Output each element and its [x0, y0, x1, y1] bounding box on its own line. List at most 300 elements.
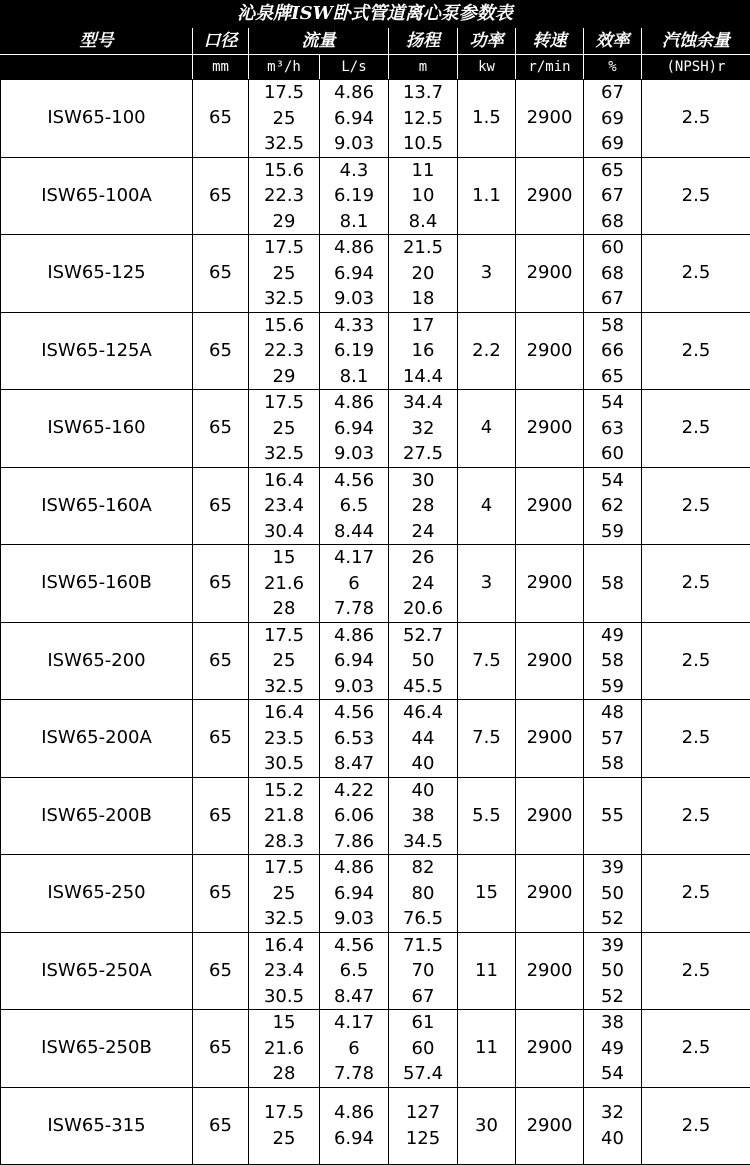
cell-head — [389, 312, 458, 390]
cell-flow-m3h-value: 30.4 — [249, 519, 319, 545]
cell-efficiency-value: 48 — [584, 700, 641, 726]
cell-head-value: 40 — [389, 778, 457, 804]
cell-caliber: 65 — [193, 390, 249, 468]
header-model: 型号 — [1, 29, 193, 55]
cell-npsh: 2.5 — [642, 855, 750, 933]
cell-efficiency-value: 60 — [584, 235, 641, 261]
cell-head — [389, 467, 458, 545]
cell-power: 2.2 — [458, 312, 516, 390]
unit-flow-m3h: m³/h — [249, 55, 320, 80]
cell-npsh: 2.5 — [642, 545, 750, 623]
cell-flow-ls-value: 9.03 — [320, 441, 388, 467]
cell-flow-ls-value: 6.53 — [320, 726, 388, 752]
cell-flow-m3h-value: 17.5 — [249, 235, 319, 261]
cell-caliber: 65 — [193, 157, 249, 235]
cell-power: 5.5 — [458, 777, 516, 855]
cell-power: 11 — [458, 932, 516, 1010]
header-power: 功率 — [458, 29, 516, 55]
cell-head — [389, 157, 458, 235]
cell-head — [389, 80, 458, 158]
table-row — [1, 467, 750, 545]
table-row — [1, 312, 750, 390]
cell-head-value: 21.5 — [389, 235, 457, 261]
cell-efficiency — [584, 777, 642, 855]
cell-efficiency-value: 58 — [584, 571, 641, 597]
cell-speed: 2900 — [516, 545, 584, 623]
cell-flow-m3h-value: 32.5 — [249, 441, 319, 467]
cell-head-value: 82 — [389, 855, 457, 881]
cell-head-value: 8.4 — [389, 209, 457, 235]
cell-head-value: 45.5 — [389, 674, 457, 700]
cell-head-value: 67 — [389, 984, 457, 1010]
table-body — [1, 80, 750, 1165]
cell-flow-m3h-value: 25 — [249, 648, 319, 674]
unit-flow-ls: L/s — [320, 55, 389, 80]
cell-efficiency-value: 59 — [584, 674, 641, 700]
cell-efficiency-value: 67 — [584, 80, 641, 106]
cell-flow-m3h-value: 21.8 — [249, 803, 319, 829]
cell-efficiency-value: 39 — [584, 933, 641, 959]
cell-speed: 2900 — [516, 777, 584, 855]
cell-npsh: 2.5 — [642, 312, 750, 390]
cell-efficiency-value: 63 — [584, 416, 641, 442]
cell-flow-m3h-value: 28 — [249, 1061, 319, 1087]
table-row — [1, 545, 750, 623]
cell-flow-ls-value: 4.86 — [320, 235, 388, 261]
cell-flow-m3h — [249, 932, 320, 1010]
cell-caliber: 65 — [193, 467, 249, 545]
cell-efficiency — [584, 932, 642, 1010]
cell-flow-ls-value: 4.56 — [320, 700, 388, 726]
table-row — [1, 235, 750, 313]
cell-flow-m3h-value: 25 — [249, 416, 319, 442]
cell-head — [389, 235, 458, 313]
cell-head-value: 10 — [389, 183, 457, 209]
cell-efficiency-value: 32 — [584, 1100, 641, 1126]
cell-flow-ls-value: 6.06 — [320, 803, 388, 829]
cell-head-value: 50 — [389, 648, 457, 674]
cell-model: ISW65-160 — [1, 390, 193, 468]
cell-npsh: 2.5 — [642, 390, 750, 468]
cell-caliber: 65 — [193, 777, 249, 855]
cell-flow-ls-value: 6.94 — [320, 416, 388, 442]
header-row — [1, 29, 750, 55]
cell-speed: 2900 — [516, 932, 584, 1010]
cell-model: ISW65-250B — [1, 1010, 193, 1088]
cell-head-value: 24 — [389, 519, 457, 545]
cell-flow-m3h-value: 22.3 — [249, 183, 319, 209]
cell-efficiency-value: 58 — [584, 648, 641, 674]
cell-flow-m3h — [249, 855, 320, 933]
cell-speed: 2900 — [516, 467, 584, 545]
cell-head-value: 125 — [389, 1126, 457, 1152]
cell-caliber: 65 — [193, 80, 249, 158]
cell-head-value: 52.7 — [389, 623, 457, 649]
unit-npsh: (NPSH)r — [642, 55, 750, 80]
cell-head — [389, 390, 458, 468]
cell-caliber: 65 — [193, 1010, 249, 1088]
cell-flow-ls-value: 4.86 — [320, 855, 388, 881]
cell-flow-m3h — [249, 777, 320, 855]
table-row — [1, 777, 750, 855]
header-caliber: 口径 — [193, 29, 249, 55]
cell-flow-ls-value: 6.19 — [320, 183, 388, 209]
cell-efficiency-value: 54 — [584, 390, 641, 416]
cell-flow-ls — [320, 80, 389, 158]
cell-model: ISW65-125A — [1, 312, 193, 390]
cell-flow-m3h-value: 23.5 — [249, 726, 319, 752]
cell-flow-ls-value: 4.56 — [320, 468, 388, 494]
cell-model: ISW65-250 — [1, 855, 193, 933]
cell-efficiency-value: 60 — [584, 441, 641, 467]
cell-efficiency-value: 50 — [584, 958, 641, 984]
table-row — [1, 932, 750, 1010]
cell-flow-ls-value: 4.22 — [320, 778, 388, 804]
cell-head — [389, 855, 458, 933]
cell-head-value: 38 — [389, 803, 457, 829]
cell-head — [389, 545, 458, 623]
cell-flow-m3h-value: 15 — [249, 545, 319, 571]
cell-power: 7.5 — [458, 622, 516, 700]
cell-flow-m3h-value: 16.4 — [249, 700, 319, 726]
cell-flow-ls — [320, 1010, 389, 1088]
cell-model: ISW65-160B — [1, 545, 193, 623]
cell-efficiency-value: 52 — [584, 984, 641, 1010]
cell-head — [389, 700, 458, 778]
cell-flow-m3h-value: 32.5 — [249, 131, 319, 157]
cell-flow-m3h — [249, 157, 320, 235]
cell-flow-ls-value: 9.03 — [320, 674, 388, 700]
unit-caliber: mm — [193, 55, 249, 80]
cell-speed: 2900 — [516, 855, 584, 933]
cell-efficiency-value: 54 — [584, 468, 641, 494]
cell-flow-ls-value: 7.78 — [320, 596, 388, 622]
cell-flow-m3h — [249, 1087, 320, 1164]
cell-efficiency — [584, 622, 642, 700]
cell-efficiency-value: 50 — [584, 881, 641, 907]
cell-flow-ls — [320, 545, 389, 623]
cell-speed: 2900 — [516, 622, 584, 700]
cell-head — [389, 1010, 458, 1088]
cell-efficiency-value: 49 — [584, 1036, 641, 1062]
cell-caliber: 65 — [193, 1087, 249, 1164]
cell-head-value: 76.5 — [389, 906, 457, 932]
cell-efficiency-value: 65 — [584, 364, 641, 390]
cell-efficiency — [584, 545, 642, 623]
cell-caliber: 65 — [193, 312, 249, 390]
cell-efficiency — [584, 467, 642, 545]
table-row — [1, 1010, 750, 1088]
cell-npsh: 2.5 — [642, 235, 750, 313]
unit-power: kw — [458, 55, 516, 80]
cell-head-value: 18 — [389, 286, 457, 312]
cell-flow-ls-value: 6.5 — [320, 493, 388, 519]
cell-speed: 2900 — [516, 157, 584, 235]
cell-flow-ls-value: 4.17 — [320, 545, 388, 571]
cell-flow-m3h-value: 15.6 — [249, 158, 319, 184]
cell-flow-m3h-value: 23.4 — [249, 958, 319, 984]
cell-flow-ls-value: 9.03 — [320, 131, 388, 157]
cell-flow-m3h — [249, 467, 320, 545]
cell-flow-m3h-value: 16.4 — [249, 933, 319, 959]
unit-efficiency: % — [584, 55, 642, 80]
cell-head-value: 40 — [389, 751, 457, 777]
cell-efficiency-value: 68 — [584, 261, 641, 287]
cell-head-value: 27.5 — [389, 441, 457, 467]
cell-flow-ls — [320, 467, 389, 545]
cell-npsh: 2.5 — [642, 157, 750, 235]
cell-head-value: 30 — [389, 468, 457, 494]
cell-flow-ls-value: 8.44 — [320, 519, 388, 545]
cell-efficiency-value: 49 — [584, 623, 641, 649]
cell-efficiency-value: 69 — [584, 106, 641, 132]
cell-flow-m3h — [249, 390, 320, 468]
cell-power: 3 — [458, 235, 516, 313]
cell-flow-ls-value: 6.94 — [320, 1126, 388, 1152]
cell-flow-m3h — [249, 622, 320, 700]
cell-flow-ls-value: 8.1 — [320, 209, 388, 235]
cell-efficiency — [584, 312, 642, 390]
cell-flow-m3h-value: 15.6 — [249, 313, 319, 339]
cell-flow-ls-value: 4.3 — [320, 158, 388, 184]
cell-flow-ls-value: 6 — [320, 571, 388, 597]
cell-efficiency-value: 58 — [584, 313, 641, 339]
cell-efficiency-value: 55 — [584, 803, 641, 829]
cell-speed: 2900 — [516, 80, 584, 158]
cell-flow-m3h-value: 28 — [249, 596, 319, 622]
cell-flow-ls-value: 7.78 — [320, 1061, 388, 1087]
cell-flow-m3h-value: 32.5 — [249, 906, 319, 932]
cell-flow-ls — [320, 235, 389, 313]
header-npsh: 汽蚀余量 — [642, 29, 750, 55]
cell-head-value: 20 — [389, 261, 457, 287]
cell-flow-m3h-value: 15 — [249, 1010, 319, 1036]
unit-head: m — [389, 55, 458, 80]
cell-efficiency-value: 57 — [584, 726, 641, 752]
cell-speed: 2900 — [516, 1087, 584, 1164]
cell-flow-m3h-value: 17.5 — [249, 1100, 319, 1126]
cell-head-value: 127 — [389, 1100, 457, 1126]
cell-speed: 2900 — [516, 700, 584, 778]
cell-efficiency-value: 59 — [584, 519, 641, 545]
unit-model — [1, 55, 193, 80]
cell-efficiency-value: 54 — [584, 1061, 641, 1087]
cell-flow-m3h — [249, 312, 320, 390]
cell-flow-ls — [320, 932, 389, 1010]
cell-head-value: 13.7 — [389, 80, 457, 106]
cell-efficiency-value: 40 — [584, 1126, 641, 1152]
cell-efficiency-value: 52 — [584, 906, 641, 932]
cell-flow-m3h-value: 16.4 — [249, 468, 319, 494]
cell-flow-m3h — [249, 1010, 320, 1088]
cell-efficiency — [584, 1087, 642, 1164]
cell-head-value: 12.5 — [389, 106, 457, 132]
cell-efficiency — [584, 700, 642, 778]
cell-efficiency-value: 39 — [584, 855, 641, 881]
cell-npsh: 2.5 — [642, 777, 750, 855]
cell-power: 4 — [458, 390, 516, 468]
cell-flow-m3h-value: 23.4 — [249, 493, 319, 519]
cell-flow-ls — [320, 312, 389, 390]
cell-flow-m3h — [249, 80, 320, 158]
cell-flow-m3h-value: 25 — [249, 106, 319, 132]
cell-model: ISW65-100 — [1, 80, 193, 158]
cell-power: 1.1 — [458, 157, 516, 235]
cell-flow-ls-value: 4.86 — [320, 390, 388, 416]
cell-flow-ls-value: 4.86 — [320, 80, 388, 106]
cell-flow-m3h-value: 30.5 — [249, 984, 319, 1010]
cell-power: 30 — [458, 1087, 516, 1164]
cell-flow-ls — [320, 157, 389, 235]
cell-head-value: 26 — [389, 545, 457, 571]
cell-flow-m3h-value: 32.5 — [249, 286, 319, 312]
table-title: 沁泉牌ISW卧式管道离心泵参数表 — [0, 0, 750, 28]
cell-flow-m3h — [249, 700, 320, 778]
cell-flow-m3h — [249, 545, 320, 623]
cell-flow-ls-value: 6.19 — [320, 338, 388, 364]
cell-npsh: 2.5 — [642, 932, 750, 1010]
cell-flow-ls-value: 4.56 — [320, 933, 388, 959]
cell-flow-ls-value: 7.86 — [320, 829, 388, 855]
cell-flow-ls-value: 6.94 — [320, 648, 388, 674]
cell-power: 7.5 — [458, 700, 516, 778]
cell-caliber: 65 — [193, 855, 249, 933]
cell-model: ISW65-125 — [1, 235, 193, 313]
cell-speed: 2900 — [516, 1010, 584, 1088]
cell-flow-ls-value: 6.94 — [320, 881, 388, 907]
cell-caliber: 65 — [193, 235, 249, 313]
cell-flow-ls-value: 8.1 — [320, 364, 388, 390]
cell-flow-m3h-value: 29 — [249, 209, 319, 235]
cell-head-value: 34.5 — [389, 829, 457, 855]
cell-npsh: 2.5 — [642, 1010, 750, 1088]
cell-flow-m3h-value: 17.5 — [249, 623, 319, 649]
cell-efficiency — [584, 855, 642, 933]
cell-flow-ls — [320, 1087, 389, 1164]
cell-head — [389, 1087, 458, 1164]
cell-flow-m3h-value: 28.3 — [249, 829, 319, 855]
cell-npsh: 2.5 — [642, 622, 750, 700]
cell-flow-ls — [320, 390, 389, 468]
header-efficiency: 效率 — [584, 29, 642, 55]
cell-head-value: 70 — [389, 958, 457, 984]
cell-head-value: 71.5 — [389, 933, 457, 959]
cell-flow-ls-value: 6.94 — [320, 106, 388, 132]
cell-efficiency-value: 69 — [584, 131, 641, 157]
cell-flow-m3h-value: 17.5 — [249, 390, 319, 416]
cell-flow-ls-value: 8.47 — [320, 984, 388, 1010]
cell-efficiency-value: 66 — [584, 338, 641, 364]
cell-flow-m3h-value: 30.5 — [249, 751, 319, 777]
cell-flow-ls-value: 9.03 — [320, 906, 388, 932]
cell-flow-ls-value: 4.86 — [320, 1100, 388, 1126]
cell-flow-ls — [320, 855, 389, 933]
cell-flow-ls-value: 9.03 — [320, 286, 388, 312]
cell-efficiency — [584, 235, 642, 313]
cell-flow-m3h-value: 21.6 — [249, 571, 319, 597]
cell-head — [389, 777, 458, 855]
cell-efficiency — [584, 80, 642, 158]
cell-flow-m3h-value: 25 — [249, 1126, 319, 1152]
cell-npsh: 2.5 — [642, 80, 750, 158]
cell-model: ISW65-200 — [1, 622, 193, 700]
cell-npsh: 2.5 — [642, 1087, 750, 1164]
cell-head-value: 57.4 — [389, 1061, 457, 1087]
cell-head — [389, 932, 458, 1010]
cell-power: 1.5 — [458, 80, 516, 158]
header-head: 扬程 — [389, 29, 458, 55]
cell-head-value: 17 — [389, 313, 457, 339]
cell-power: 4 — [458, 467, 516, 545]
cell-flow-m3h-value: 15.2 — [249, 778, 319, 804]
cell-efficiency — [584, 390, 642, 468]
cell-flow-m3h-value: 21.6 — [249, 1036, 319, 1062]
cell-model: ISW65-250A — [1, 932, 193, 1010]
units-row — [1, 55, 750, 80]
cell-flow-m3h-value: 17.5 — [249, 855, 319, 881]
cell-efficiency — [584, 157, 642, 235]
cell-flow-m3h-value: 25 — [249, 881, 319, 907]
cell-speed: 2900 — [516, 390, 584, 468]
cell-flow-m3h-value: 29 — [249, 364, 319, 390]
cell-head-value: 10.5 — [389, 131, 457, 157]
table-row — [1, 1087, 750, 1164]
cell-power: 15 — [458, 855, 516, 933]
cell-flow-ls — [320, 777, 389, 855]
cell-caliber: 65 — [193, 622, 249, 700]
table-row — [1, 855, 750, 933]
cell-model: ISW65-100A — [1, 157, 193, 235]
cell-head-value: 28 — [389, 493, 457, 519]
cell-flow-m3h-value: 17.5 — [249, 80, 319, 106]
cell-head-value: 20.6 — [389, 596, 457, 622]
table-row — [1, 622, 750, 700]
table-row — [1, 390, 750, 468]
cell-flow-ls — [320, 700, 389, 778]
cell-model: ISW65-200A — [1, 700, 193, 778]
cell-head-value: 80 — [389, 881, 457, 907]
cell-model: ISW65-160A — [1, 467, 193, 545]
cell-head-value: 32 — [389, 416, 457, 442]
cell-head-value: 34.4 — [389, 390, 457, 416]
cell-efficiency-value: 38 — [584, 1010, 641, 1036]
cell-flow-ls-value: 6.94 — [320, 261, 388, 287]
cell-model: ISW65-200B — [1, 777, 193, 855]
cell-head-value: 44 — [389, 726, 457, 752]
cell-flow-m3h-value: 25 — [249, 261, 319, 287]
cell-flow-ls-value: 6 — [320, 1036, 388, 1062]
cell-power: 3 — [458, 545, 516, 623]
pump-parameter-table — [0, 28, 750, 1165]
cell-efficiency-value: 67 — [584, 183, 641, 209]
cell-npsh: 2.5 — [642, 467, 750, 545]
cell-efficiency-value: 58 — [584, 751, 641, 777]
cell-flow-ls-value: 4.17 — [320, 1010, 388, 1036]
cell-efficiency-value: 62 — [584, 493, 641, 519]
header-flow: 流量 — [249, 29, 389, 55]
cell-speed: 2900 — [516, 312, 584, 390]
cell-head-value: 61 — [389, 1010, 457, 1036]
cell-power: 11 — [458, 1010, 516, 1088]
cell-caliber: 65 — [193, 545, 249, 623]
cell-flow-ls-value: 4.33 — [320, 313, 388, 339]
cell-model: ISW65-315 — [1, 1087, 193, 1164]
cell-head-value: 16 — [389, 338, 457, 364]
cell-flow-ls-value: 4.86 — [320, 623, 388, 649]
cell-caliber: 65 — [193, 700, 249, 778]
header-speed: 转速 — [516, 29, 584, 55]
cell-efficiency-value: 67 — [584, 286, 641, 312]
